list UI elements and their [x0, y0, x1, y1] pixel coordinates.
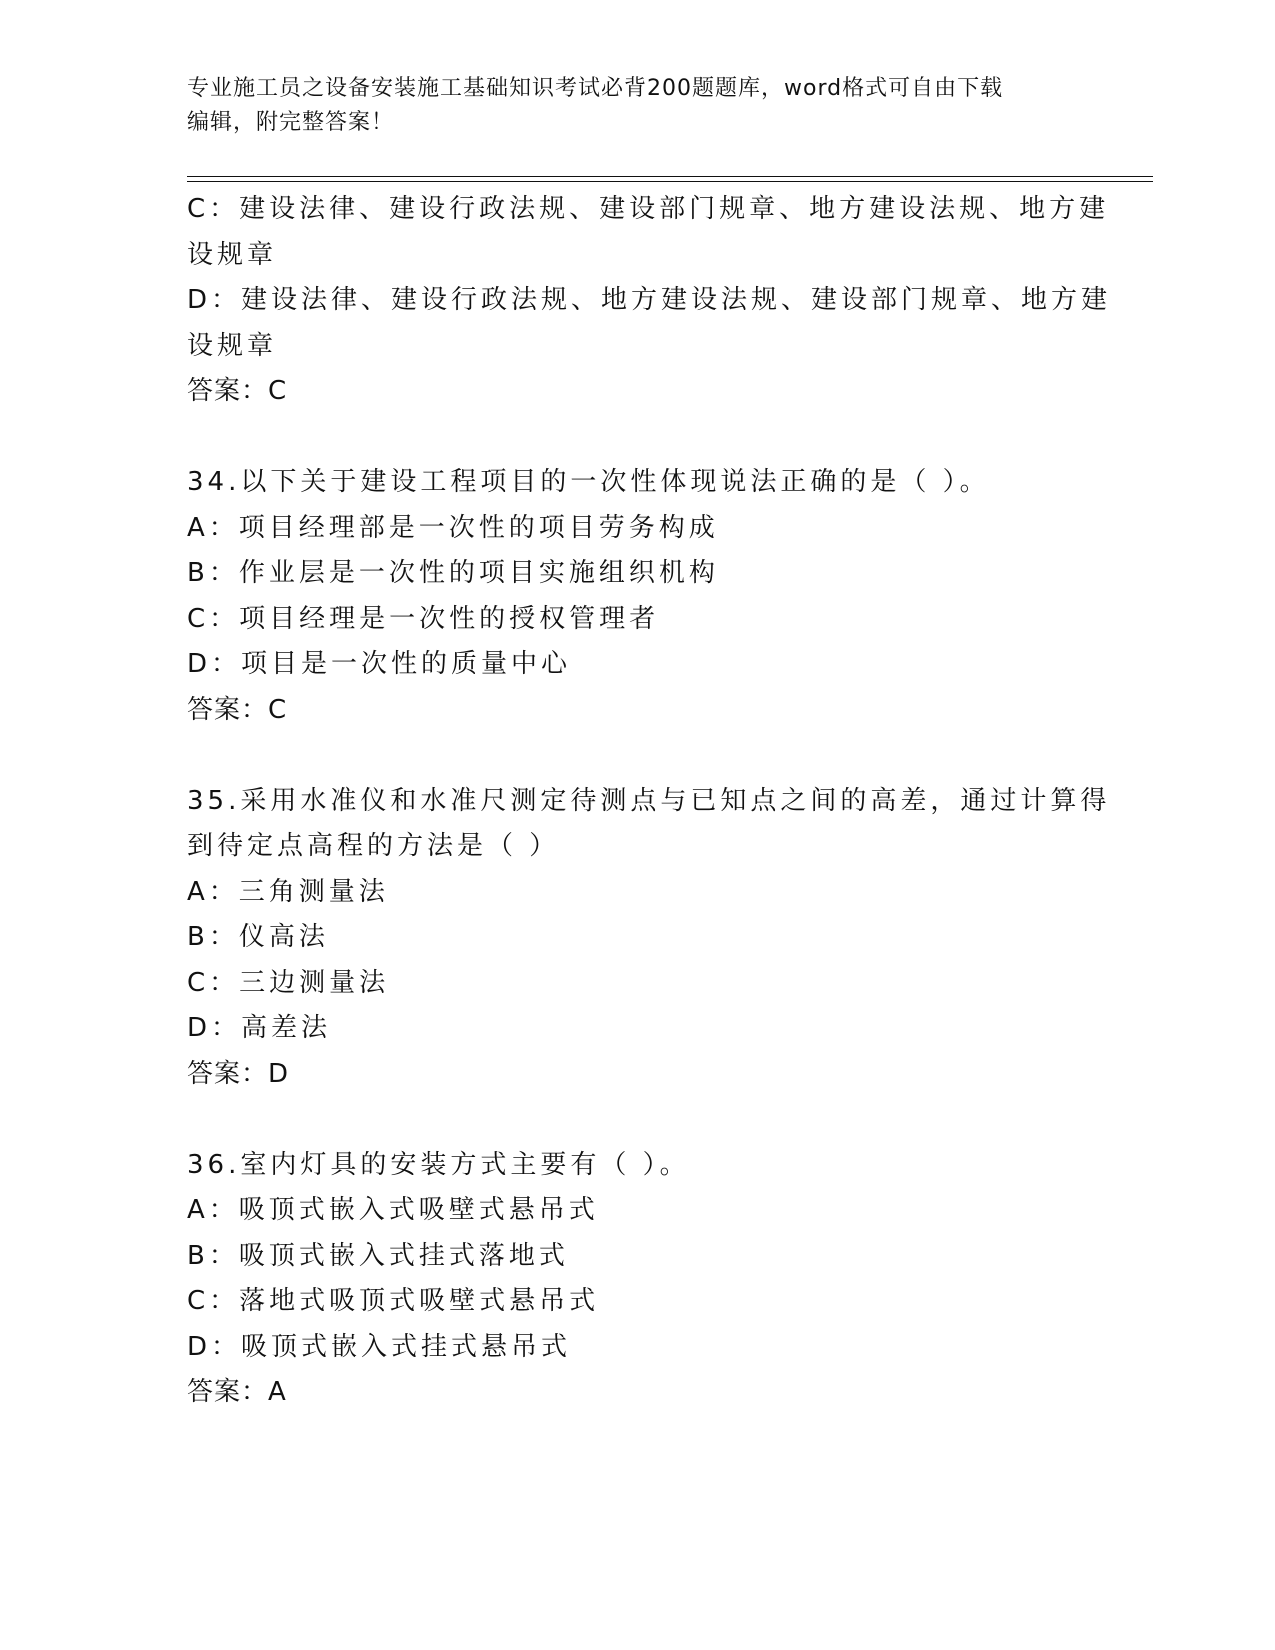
spacer: [187, 415, 1087, 461]
q34-stem: 34.以下关于建设工程项目的一次性体现说法正确的是（ ）。: [187, 467, 990, 497]
q36-option-a: A：吸顶式嵌入式吸壁式悬吊式: [187, 1195, 599, 1225]
q33-option-c-line-1: C：建设法律、建设行政法规、建设部门规章、地方建设法规、地方建: [187, 194, 1110, 224]
header-line-2: 编辑，附完整答案！: [187, 110, 395, 135]
header-rule-top: [187, 176, 1153, 177]
q34-option-b: B：作业层是一次性的项目实施组织机构: [187, 558, 719, 588]
q36-stem: 36.室内灯具的安装方式主要有（ ）。: [187, 1149, 690, 1180]
question-33: [187, 187, 1112, 415]
document-header: [187, 72, 1087, 140]
q35-stem-line-1: 35.采用水准仪和水准尺测定待测点与已知点之间的高差，通过计算得: [187, 785, 1111, 816]
question-35: [187, 779, 1111, 1098]
q34-option-d: D：项目是一次性的质量中心: [187, 649, 572, 679]
q33-option-d-line-1: D：建设法律、建设行政法规、地方建设法规、建设部门规章、地方建: [187, 285, 1112, 315]
q35-option-d: D：高差法: [187, 1013, 332, 1043]
q35-option-b: B：仪高法: [187, 922, 329, 952]
q36-option-b: B：吸顶式嵌入式挂式落地式: [187, 1240, 569, 1271]
q34-option-a: A：项目经理部是一次性的项目劳务构成: [187, 512, 719, 543]
header-rule-bottom: [187, 181, 1153, 182]
q36-answer: 答案：A: [187, 1377, 287, 1407]
spacer: [187, 733, 1087, 779]
q36-option-d: D：吸顶式嵌入式挂式悬吊式: [187, 1331, 572, 1362]
q34-option-c: C：项目经理是一次性的授权管理者: [187, 603, 660, 634]
header-line-1: 专业施工员之设备安装施工基础知识考试必背200题题库，word格式可自由下载: [187, 76, 1004, 101]
spacer: [187, 1097, 1087, 1143]
q33-answer: 答案：C: [187, 376, 288, 406]
q35-stem-line-2: 到待定点高程的方法是（ ）: [187, 831, 560, 861]
q34-answer: 答案：C: [187, 694, 288, 725]
q35-option-c: C：三边测量法: [187, 967, 390, 998]
question-36: [187, 1143, 1087, 1416]
question-list: [187, 187, 1112, 1416]
question-34: [187, 460, 1087, 733]
q33-option-d-line-2: 设规章: [187, 330, 278, 361]
q36-option-c: C：落地式吸顶式吸壁式悬吊式: [187, 1286, 600, 1316]
q33-option-c-line-2: 设规章: [187, 239, 278, 270]
q35-option-a: A：三角测量法: [187, 876, 389, 907]
q35-answer: 答案：D: [187, 1058, 290, 1089]
